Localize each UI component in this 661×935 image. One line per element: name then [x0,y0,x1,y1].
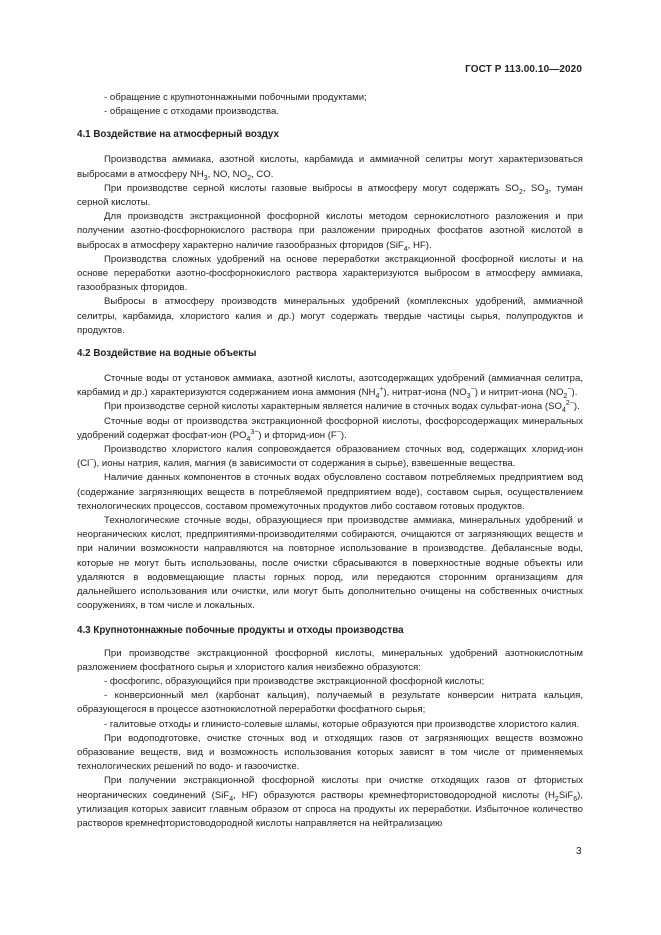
paragraph: Технологические сточные воды, образующиеся при производстве аммиака, минеральных удобрений и неорганических кислот, предприятиями-производителями собираются, очищаются от загрязняющих веществ и при наличии возможности направляются на повторное использование в производстве. Дебалансные воды, которые не могут быть использованы, после очистки сбрасываются в поверхностные водные объекты или удаляются в водовмещающие пласты горных пород, или передаются сторонним организациям для дальнейшего использования или очистки, или могут быть дополнительно очищены на собственных очистных сооружениях, в том числе и локальных. [77,515,583,612]
paragraph: При получении экстракционной фосфорной кислоты при очистке отходящих газов от фтористых неорганических соединений (SiF$_4$, HF) образуются растворы кремнефтористоводородной кислоты $(H_2SiF_6)$, утилизация которых зависит главным образом от спроса на продукты их переработки. Избыточное количество растворов кремнефтористоводородной кислоты направляется на нейтрализацию [77,775,583,829]
paragraph: Сточные воды от установок аммиака, азотной кислоты, азотсодержащих удобрений (аммиачная селитра, карбамид и др.) характеризуются содержанием иона аммония $(NH_4^+)$, нитрат-иона $(NO_3^-)$ и нитрит-иона $(NO_2^-)$. [77,373,583,401]
list-item: - конверсионный мел (карбонат кальция), получаемый в результате конверсии нитрата кальция, образующегося в процессе азотнокислотной переработки фосфатного сырья; [77,690,583,716]
page-number: 3 [576,846,582,857]
list-item: - галитовые отходы и глинисто-солевые шламы, которые образуются при производстве хлористого калия. [104,718,580,730]
paragraph: При водоподготовке, очистке сточных вод и отходящих газов от загрязняющих веществ возможно образование веществ, вид и возможность использования которых зависят в том числе от применяемых технологических решений по водо- и газоочистке. [77,732,583,773]
paragraph: Выбросы в атмосферу производств минеральных удобрений (комплексных удобрений, аммиачной селитры, карбамида, хлористого калия и др.) могут содержать твердые частицы сырья, полупродуктов и продуктов. [77,296,583,336]
document-body [77,91,583,831]
paragraph: Сточные воды от производства экстракционной фосфорной кислоты, фосфорсодержащих минеральных удобрений содержат фосфат-ион $(PO_4^{3-})$ и фторид-ион (F−). [77,415,583,443]
section-4-2-heading: 4.2 Воздействие на водные объекты [77,348,257,360]
section-4-1-heading: 4.1 Воздействие на атмосферный воздух [77,129,279,141]
paragraph: Производства аммиака, азотной кислоты, карбамида и аммиачной селитры могут характеризоваться выбросами в атмосферу $NH_3$, NO, $NO_2$, CO. [77,154,583,182]
paragraph: При производстве серной кислоты характерным является наличие в сточных водах сульфат-иона $(SO_4^{2-})$. [104,400,580,415]
paragraph: Наличие данных компонентов в сточных водах обусловлено составом потребляемых предприятием вод (содержание загрязняющих веществ в потребляемой предприятием воде), составом сырья, осуществлением технологических процессов, составом промежуточных продуктов либо составом готовых продуктов. [77,472,583,512]
paragraph: При производстве экстракционной фосфорной кислоты, минеральных удобрений азотнокислотным разложением фосфатного сырья и хлористого калия неизбежно образуются: [77,647,583,673]
paragraph: Для производств экстракционной фосфорной кислоты методом сернокислотного разложения и при получении азотно-фосфорнокислого раствора при разложении природных фосфатов азотной кислотой в выбросах в атмосферу характерно наличие газообразных фторидов (SiF$_4$, HF). [77,211,583,253]
section-4-3-heading: 4.3 Крупнотоннажные побочные продукты и отходы производства [77,624,404,636]
paragraph: Производство хлористого калия сопровождается образованием сточных вод, содержащих хлорид-ион (Cl−), ионы натрия, калия, магния (в зависимости от содержания в сырье), взвешенные вещества. [77,444,583,470]
intro-list-item: - обращение с крупнотоннажными побочными продуктами; [104,92,367,103]
list-item: - фосфогипс, образующийся при производстве экстракционной фосфорной кислоты; [104,675,485,687]
paragraph: При производстве серной кислоты газовые выбросы в атмосферу могут содержать $SO_2$, $SO_3$, туман серной кислоты. [77,182,583,209]
intro-list-item: - обращение с отходами производства. [104,106,280,118]
paragraph: Производства сложных удобрений на основе переработки экстракционной фосфорной кислоты и на основе переработки азотно-фосфорнокислого раствора характеризуются выбросом в атмосферу аммиака, газообразных фторидов. [77,253,583,294]
standard-header: ГОСТ Р 113.00.10—2020 [465,64,582,75]
